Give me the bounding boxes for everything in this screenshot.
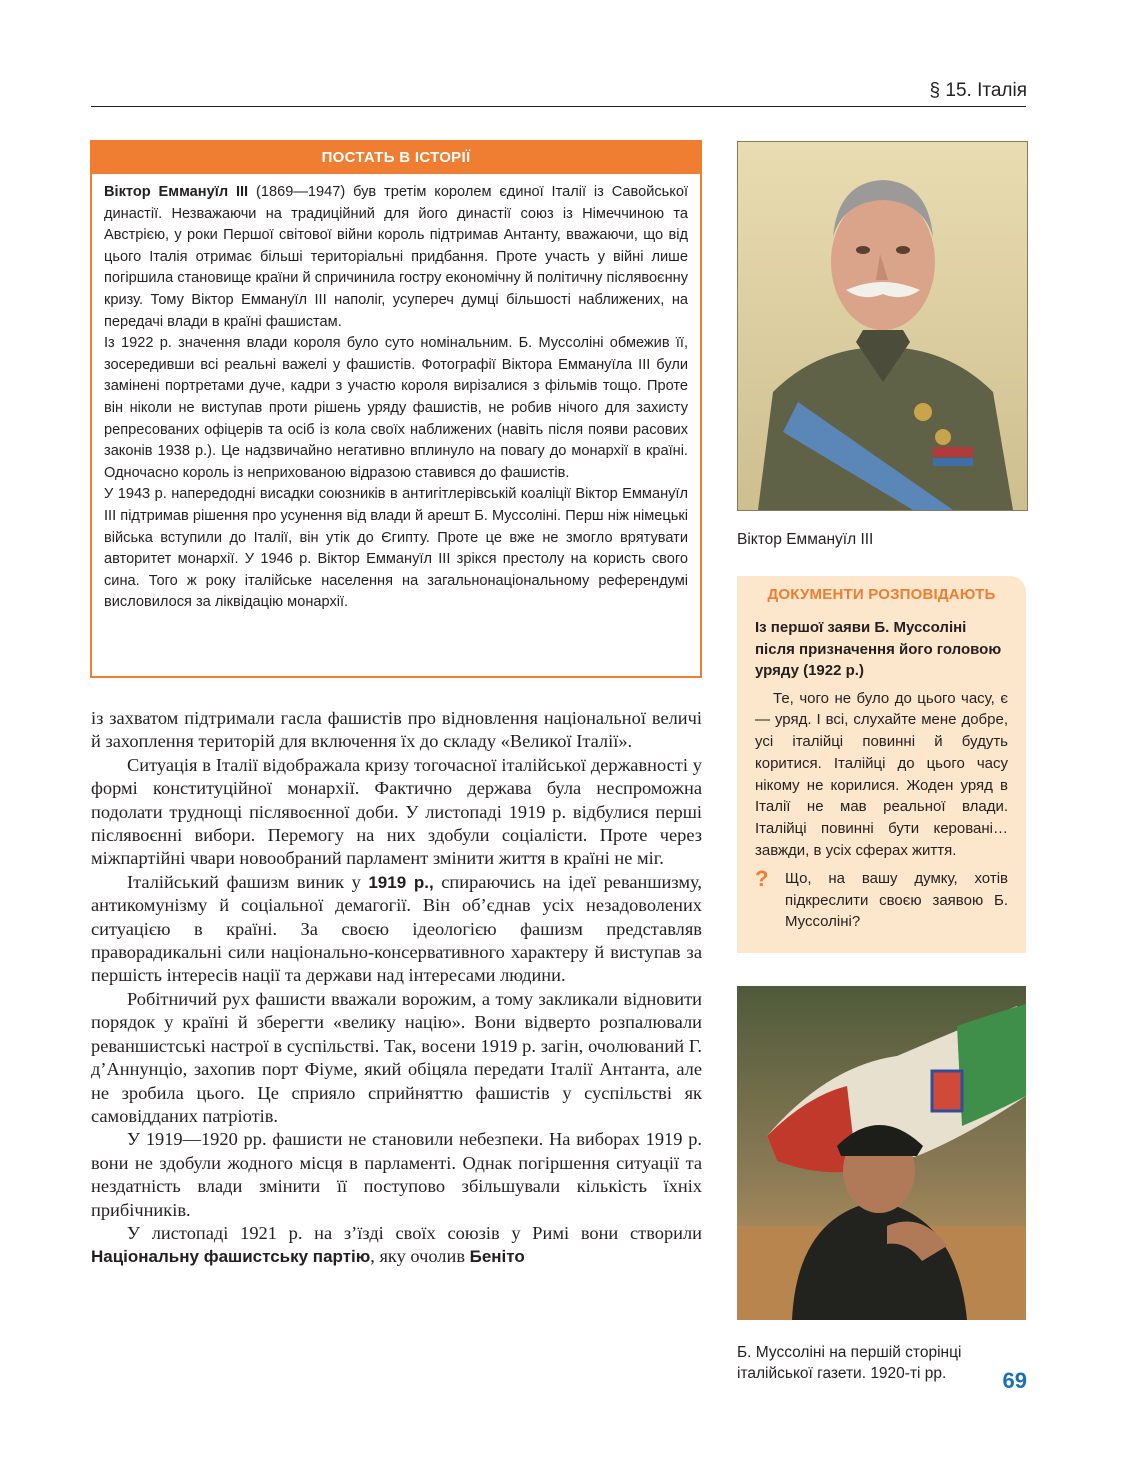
poster-image xyxy=(737,986,1026,1320)
main-paragraph-5: У 1919—1920 рр. фашисти не становили небезпеки. На виборах 1919 р. вони не здобули жодного місця в парламенті. Однак погіршення ситуації та нездатність влади змінити її поступово збільшували кількість їхніх прибічників. xyxy=(91,1129,702,1220)
documents-question-text: Що, на вашу думку, хотів підкреслити своєю заявою Б. Муссоліні? xyxy=(785,869,1008,931)
figure-box-heading: ПОСТАТЬ В ІСТОРІЇ xyxy=(92,142,700,174)
poster-illustration xyxy=(737,986,1026,1320)
party-name: Національну фашистську партію xyxy=(91,1247,371,1267)
documents-box xyxy=(737,576,1026,953)
portrait-caption: Віктор Еммануїл III xyxy=(737,531,874,548)
main-paragraph-6-mid: , яку очолив xyxy=(370,1246,470,1267)
main-paragraph-2: Ситуація в Італії відображала кризу тогочасної італійської державності у формі конституційної монархії. Фактично держава була неспроможна подолати труднощі післявоєнної доби. У листопаді 1919 р. відбулися перші післявоєнні вибори. Перемогу на них здобули соціалісти. Проте через міжпартійні чвари новообраний парламент змінити життя в країні не міг. xyxy=(91,754,702,869)
main-paragraph-4: Робітничий рух фашисти вважали ворожим, а тому закликали відновити порядок у країні й зберегти «велику націю». Вони відверто розпалювали реваншистські настрої в суспільстві. Так, восени 1919 р. загін, очолюваний Г. д’Аннунціо, захопив порт Фіуме, який обіцяла передати Італії Антанта, але не зробила цього. Це сприяло сприйняттю фашистів у суспільстві як самовідданих патріотів. xyxy=(91,988,702,1126)
main-paragraph-6 xyxy=(91,1222,702,1269)
main-text xyxy=(91,707,702,1269)
main-paragraph-3 xyxy=(91,871,702,988)
main-paragraph-1: із захватом підтримали гасла фашистів про відновлення національної величі й захоплення територій для включення їх до складу «Великої Італії». xyxy=(91,708,702,752)
portrait-image xyxy=(737,141,1028,511)
historical-figure-box xyxy=(90,140,702,678)
figure-box-body xyxy=(92,174,700,614)
documents-heading: ДОКУМЕНТИ РОЗПОВІДАЮТЬ xyxy=(767,586,996,603)
documents-quote xyxy=(737,682,1026,862)
figure-paragraph-3: У 1943 р. напередодні висадки союзників в антигітлерівській коаліції Віктор Еммануїл III підтримав рішення про усунення від влади й арешт Б. Муссоліні. Перш ніж німецькі війська вступили до Італії, він утік до Єгипту. Проте це вже не змогло врятувати авторитет монархії. У 1946 р. Віктор Еммануїл III зрікся престолу на користь свого сина. Того ж року італійське населення на загальнонаціональному референдумі висловилося за ліквідацію монархії. xyxy=(104,486,688,611)
main-paragraph-3-bold: 1919 р., xyxy=(368,872,434,892)
documents-subtitle: Із першої заяви Б. Муссоліні після призначення його головою уряду (1922 р.) xyxy=(755,619,1002,679)
figure-paragraph-2: Із 1922 р. значення влади короля було суто номінальним. Б. Муссоліні обмежив її, зосередивши всі реальні важелі у фашистів. Фотографії Віктора Еммануїла III були замінені портретами дуче, кадри з участю короля вирізалися з фільмів тощо. Проте він ніколи не виступав проти рішень уряду фашистів, не робив нічого для захисту репресованих офіцерів та осіб із кола своїх наближених (навіть після появи расових законів 1938 р.). Це надзвичайно негативно вплинуло на повагу до монархії в країні. Одночасно король із неприхованою відразою ставився до фашистів. xyxy=(104,335,688,481)
section-title: § 15. Італія xyxy=(929,80,1027,101)
figure-name: Віктор Еммануїл III xyxy=(104,184,249,200)
documents-question xyxy=(737,862,1026,933)
question-icon: ? xyxy=(755,865,769,891)
main-paragraph-3-end: спираючись на ідеї реваншизму, антикомунізму й соціальної демагогії. Він об’єднав усіх незадоволених ситуацією в країні. За своєю ідеологією фашизм представляв праворадикальні сили національно-консервативного характеру й виступав за першість інтересів нації та держави над інтересами людини. xyxy=(91,871,702,986)
header-divider xyxy=(91,106,1026,107)
leader-name: Беніто xyxy=(469,1247,525,1267)
documents-quote-text: Те, чого не було до цього часу, є — уряд. І всі, слухайте мене добре, усі італійці повинні й будуть коритися. Італійці до цього часу нікому не корилися. Жоден уряд в Італії не мав реальної влади. Італійці повинні бути керовані… завжди, в усіх сферах життя. xyxy=(755,689,1008,860)
page-number: 69 xyxy=(1002,1368,1027,1393)
main-paragraph-3-start: Італійський фашизм виник у xyxy=(127,871,369,892)
figure-paragraph-1 xyxy=(104,182,688,333)
main-paragraph-6-start: У листопаді 1921 р. на з’їзді своїх союзів у Римі вони створили xyxy=(127,1222,702,1243)
portrait-illustration xyxy=(738,142,1027,510)
figure-paragraph-1-text: (1869—1947) був третім королем єдиної Італії із Савойської династії. Незважаючи на традиційний для його династії союз із Німеччиною та Австрією, у роки Першої світової війни король підтримав Антанту, вважаючи, що від цього Італія отримає більші територіальні придбання. Проте участь у війні лише погіршила становище країни й спричинила гостру економічну й політичну післявоєнну кризу. Тому Віктор Еммануїл III наполіг, усупереч думці більшості наближених, на передачі влади в країні фашистам. xyxy=(104,184,689,330)
poster-caption: Б. Муссоліні на першій сторінці італійської газети. 1920-ті рр. xyxy=(737,1344,962,1382)
